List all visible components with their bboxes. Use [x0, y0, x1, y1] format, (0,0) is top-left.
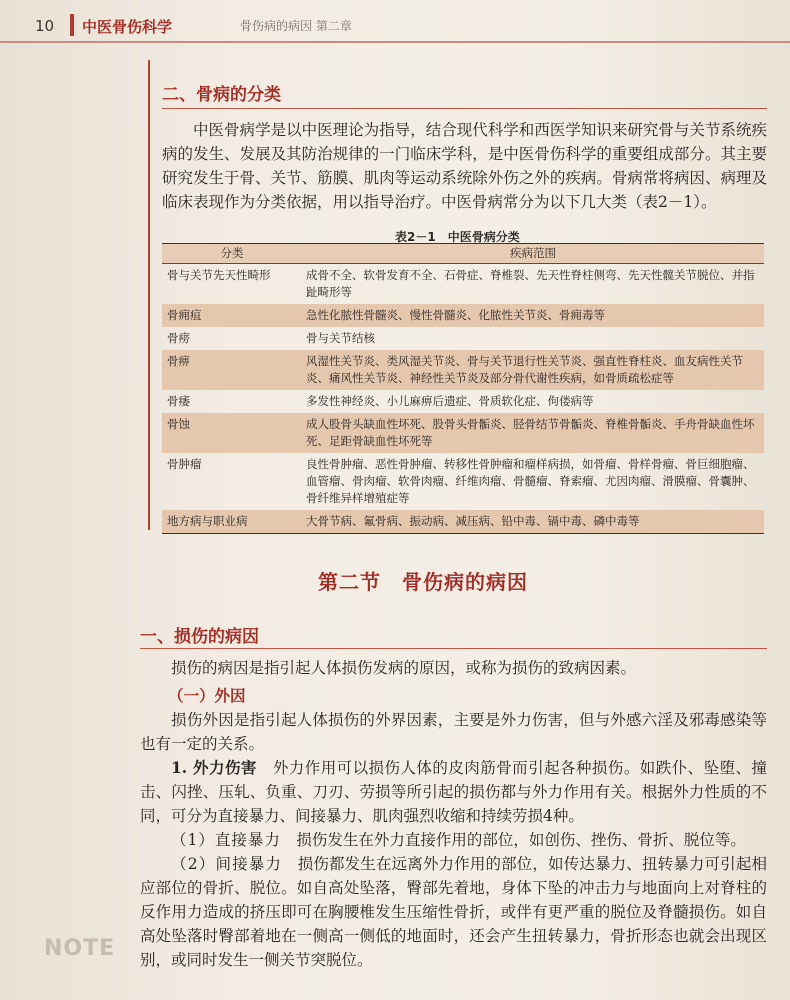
header-accent-bar [70, 14, 74, 36]
table-row [162, 390, 764, 413]
direct-force-text: 损伤发生在外力直接作用的部位，如创伤、挫伤、骨折、脱位等。 [296, 831, 746, 849]
margin-line [148, 60, 150, 530]
table-row [162, 510, 764, 534]
table-cell-scope: 骨与关节结核 [306, 331, 375, 345]
direct-force-label: （1）直接暴力 [171, 831, 281, 849]
table-cell-scope: 成人股骨头缺血性坏死、股骨头骨骺炎、胫骨结节骨骺炎、脊椎骨骺炎、手舟骨缺血性坏死、足距骨缺血性坏死等 [302, 413, 764, 453]
table-caption: 表2－1 中医骨病分类 [395, 230, 520, 244]
external-cause-paragraph [140, 708, 767, 756]
external-force-paragraph [140, 756, 767, 828]
table-row [162, 453, 764, 510]
table-cell-category: 骨痈疽 [162, 304, 302, 327]
chapter-running-head: 骨伤病的病因 第二章 [240, 19, 352, 33]
injury-intro [140, 656, 767, 680]
indirect-force-paragraph [140, 852, 767, 972]
table-cell-scope: 大骨节病、氟骨病、振动病、减压病、铅中毒、镉中毒、磷中毒等 [302, 510, 764, 534]
indirect-force-label: （2）间接暴力 [171, 855, 283, 873]
indirect-force-text: 损伤都发生在远离外力作用的部位，如传达暴力、扭转暴力可引起相应部位的骨折、脱位。如自高处坠落，臀部先着地，身体下坠的冲击力与地面向上对脊柱的反作用力造成的挤压即可在胸腰椎发生压缩性骨折，或伴有更严重的脱位及脊髓损伤。如自高处坠落时臀部着地在一侧高一侧低的地面时，还会产生扭转暴力，骨折形态也就会出现区别，或同时发生一侧关节突脱位。 [140, 855, 767, 969]
table-cell-scope: 风湿性关节炎、类风湿关节炎、骨与关节退行性关节炎、强直性脊柱炎、血友病性关节炎、痛风性关节炎、神经性关节炎及部分骨代谢性疾病，如骨质疏松症等 [302, 350, 764, 390]
table-header-category: 分类 [162, 244, 302, 264]
table-row [162, 304, 764, 327]
table-row [162, 350, 764, 390]
classification-paragraph-text: 中医骨病学是以中医理论为指导，结合现代科学和西医学知识来研究骨与关节系统疾病的发生、发展及其防治规律的一门临床学科，是中医骨伤科学的重要组成部分。其主要研究发生于骨、关节、筋膜、肌肉等运动系统除外伤之外的疾病。骨病常将病因、病理及临床表现作为分类依据，用以指导治疗。中医骨病常分为以下几大类（表2－1）。 [162, 121, 767, 211]
page-number: 10 [35, 17, 55, 35]
external-force-text: 外力作用可以损伤人体的皮肉筋骨而引起各种损伤。如跌仆、坠堕、撞击、闪挫、压轧、负重、刀刃、劳损等所引起的损伤都与外力作用有关。根据外力性质的不同，可分为直接暴力、间接暴力、肌肉强烈收缩和持续劳损4种。 [140, 759, 767, 825]
table-cell-scope: 多发性神经炎、小儿麻痹后遗症、骨质软化症、佝偻病等 [306, 394, 594, 408]
external-cause-text: 损伤外因是指引起人体损伤的外界因素，主要是外力伤害，但与外感六淫及邪毒感染等也有一定的关系。 [140, 711, 767, 753]
sub-heading-external: （一）外因 [168, 687, 246, 705]
external-force-label: 1. 外力伤害 [171, 758, 257, 777]
classification-paragraph [162, 118, 767, 214]
table-cell-category: 骨痿 [167, 394, 190, 408]
table-row [162, 413, 764, 453]
table-cell-scope: 成骨不全、软骨发育不全、石骨症、脊椎裂、先天性脊柱侧弯、先天性髋关节脱位、并指趾畸形等 [306, 268, 755, 299]
table-cell-category: 骨痹 [162, 350, 302, 390]
table-cell-category: 骨痨 [167, 331, 190, 345]
heading-underline [140, 648, 767, 649]
table-cell-scope: 急性化脓性骨髓炎、慢性骨髓炎、化脓性关节炎、骨痈毒等 [302, 304, 764, 327]
table-cell-category: 骨与关节先天性畸形 [167, 268, 271, 282]
table-row [162, 264, 764, 305]
page-header [0, 0, 790, 56]
section-heading-injury-causes: 一、损伤的病因 [140, 627, 259, 647]
table-row [162, 327, 764, 350]
table-cell-category: 骨蚀 [162, 413, 302, 453]
section-heading-classification: 二、骨病的分类 [162, 85, 281, 105]
table-cell-category: 地方病与职业病 [162, 510, 302, 534]
direct-force-paragraph [140, 828, 767, 852]
heading-underline [162, 108, 767, 109]
note-margin-mark: NOTE [44, 936, 116, 961]
table-header-scope: 疾病范围 [302, 244, 764, 264]
book-title: 中医骨伤科学 [82, 18, 173, 36]
injury-intro-text: 损伤的病因是指引起人体损伤发病的原因，或称为损伤的致病因素。 [171, 659, 637, 677]
table-cell-scope: 良性骨肿瘤、恶性骨肿瘤、转移性骨肿瘤和瘤样病损，如骨瘤、骨样骨瘤、骨巨细胞瘤、血管瘤、骨肉瘤、软骨肉瘤、纤维肉瘤、骨髓瘤、脊索瘤、尤因肉瘤、滑膜瘤、骨囊肿、骨纤维异样增殖症等 [306, 457, 755, 505]
section-title-etiology: 第二节 骨伤病的病因 [318, 570, 528, 594]
bone-disease-table [162, 243, 764, 534]
table-cell-category: 骨肿瘤 [167, 457, 202, 471]
header-rule [0, 41, 790, 43]
